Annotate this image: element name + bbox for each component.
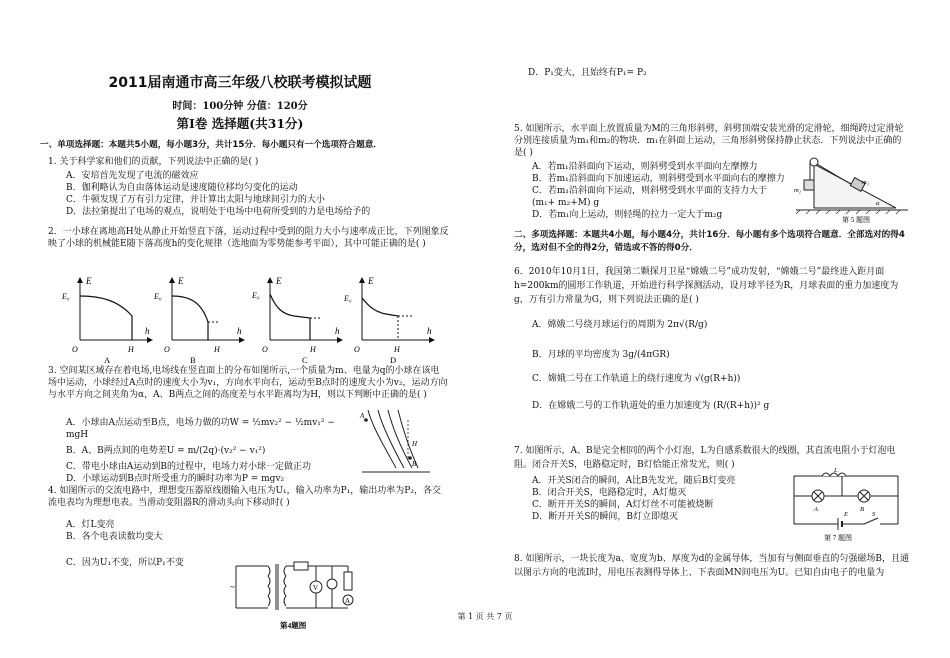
q5-options: [514, 162, 786, 221]
q3-options: [48, 418, 348, 485]
q5-option-c: C．若m₁沿斜面向下运动，则斜劈受到水平面的支持力大于(m₁+ m₂+M) g: [532, 185, 768, 208]
question-8: [514, 552, 912, 581]
q7-option-b: B．闭合开关S，电路稳定时，A灯熄灭: [532, 487, 687, 498]
graph-c: [251, 276, 342, 364]
q7-circuit-figure: [788, 466, 906, 542]
svg-text:H: H: [214, 345, 220, 354]
svg-text:S: S: [872, 511, 876, 518]
q1-option-c: C．牛顿发现了万有引力定律，并计算出太阳与地球间引力的大小: [66, 194, 325, 205]
svg-text:O: O: [72, 345, 78, 354]
q5-option-d: D．若m₁向上运动，则轻绳的拉力一定大于m₂g: [532, 209, 723, 220]
svg-text:H: H: [412, 440, 418, 448]
svg-text:O: O: [262, 345, 268, 354]
q3-option-d: D．小球运动到B点时所受重力的瞬时功率为P = mgv₂: [66, 473, 285, 484]
graph-c-label: C: [302, 355, 308, 364]
page-footer: 第 1 页 共 7 页: [457, 612, 513, 621]
q5-option-a: A．若m₁沿斜面向下运动，则斜劈受到水平面向左摩擦力: [532, 162, 758, 172]
q3-option-b: B．A、B两点间的电势差U = m/(2q)·(v₂² − v₁²): [66, 445, 266, 456]
q4-fig-caption: 第4题图: [280, 621, 307, 630]
svg-text:E: E: [368, 276, 374, 286]
svg-text:m₁: m₁: [862, 179, 869, 186]
svg-text:A: A: [345, 597, 351, 605]
q6-option-b: B．月球的平均密度为 3g/(4πGR): [532, 349, 670, 360]
svg-text:L: L: [834, 467, 838, 474]
svg-text:B: B: [412, 460, 417, 468]
q5-stem: 5. 如图所示，水平面上放置质量为M的三角形斜劈，斜劈顶端安装光滑的定滑轮，细绳跨过定滑轮分别连接质量为m₁和m₂的物块．m₁在斜面上运动，三角形斜劈保持静止状态．下列说法中正确的是( ): [514, 124, 904, 158]
q4-option-b: B．各个电表读数均变大: [66, 531, 163, 542]
graph-d: [343, 276, 434, 364]
q7-stem: 7. 如图所示，A、B是完全相同的两个小灯泡，L为自感系数很大的线圈，其直流电阻小于灯泡电阻。闭合开关S，电路稳定时，B灯恰能正常发光，则( ): [514, 446, 896, 471]
q2-graphs: [60, 272, 440, 364]
q7-option-a: A．开关S闭合的瞬间，A比B先发光，随后B灯变亮: [532, 476, 736, 486]
q4-stem: 4. 如图所示的交流电路中，理想变压器原线圈输入电压为U₁，输入功率为P₁，输出功率为P₂，各交流电表均为理想电表。当滑动变阻器R的滑动头向下移动时( ): [48, 486, 441, 508]
svg-text:E₀: E₀: [252, 291, 260, 300]
svg-text:h: h: [335, 326, 340, 336]
q4-circuit-figure: [228, 552, 358, 630]
graph-a-label: A: [104, 355, 111, 364]
q1-option-b: B．伽利略认为自由落体运动是速度随位移均匀变化的运动: [66, 182, 298, 193]
svg-text:E₀: E₀: [344, 294, 352, 303]
svg-text:h: h: [427, 326, 432, 336]
q4-option-d: D．P₁变大，且始终有P₁= P₂: [528, 68, 647, 78]
q6-option-a: A．嫦娥二号绕月球运行的周期为 2π√(R/g): [532, 319, 708, 330]
svg-text:O: O: [164, 345, 170, 354]
svg-text:H: H: [310, 345, 316, 354]
svg-text:V: V: [313, 584, 319, 592]
q5-incline-figure: [792, 152, 912, 224]
svg-text:m₂: m₂: [794, 187, 801, 194]
q7-option-c: C．断开开关S的瞬间，A灯灯丝不可能被烧断: [532, 499, 714, 510]
q5-fig-caption: 第 5 题图: [842, 216, 870, 224]
svg-text:O: O: [354, 345, 360, 354]
svg-text:α: α: [876, 200, 880, 207]
exam-title: 2011届南通市高三年级八校联考模拟试题: [108, 75, 372, 91]
q3-field-figure: [356, 406, 436, 474]
q3-option-c: C．带电小球由A运动到B的过程中，电场力对小球一定做正功: [66, 461, 312, 472]
graph-a-curve: [80, 296, 132, 340]
q5-option-b: B．若m₁沿斜面向下加速运动，则斜劈受到水平面向右的摩擦力: [532, 173, 785, 184]
question-6: [514, 266, 912, 413]
q7-options: [514, 476, 782, 524]
q4-option-a: A．灯L变亮: [66, 519, 115, 530]
part-heading: 第Ⅰ卷 选择题(共31分): [176, 116, 304, 131]
q3-option-a: A．小球由A点运动至B点，电场力做的功W = ½mv₂² − ½mv₁² − mgH: [66, 418, 335, 440]
svg-text:h: h: [237, 326, 242, 336]
q4-option-c: C．因为U₁不变，所以P₁不变: [66, 557, 184, 568]
graph-a-e-label: E: [86, 276, 92, 286]
q7-option-d: D．断开开关S的瞬间，B灯立即熄灭: [532, 511, 678, 522]
svg-text:A: A: [814, 506, 818, 513]
svg-text:H: H: [128, 345, 134, 354]
svg-text:E₀: E₀: [62, 292, 70, 301]
q6-option-c: C．嫦娥二号在工作轨道上的绕行速度为 √(g(R+h)): [532, 373, 741, 384]
svg-text:~: ~: [230, 582, 235, 592]
question-1: [48, 157, 448, 218]
section-1-heading: 一、单项选择题：本题共5小题，每小题3分，共计15分．每小题只有一个选项符合题意．: [40, 140, 382, 150]
time-score: 时间：100分钟 分值：120分: [172, 101, 308, 112]
q1-option-a: A．安培首先发现了电流的磁效应: [66, 170, 199, 181]
svg-text:E: E: [276, 276, 282, 286]
svg-text:h: h: [145, 326, 150, 336]
svg-text:B: B: [860, 506, 864, 513]
svg-text:H: H: [394, 345, 400, 354]
svg-text:A: A: [360, 412, 365, 420]
section-2-heading: 二、多项选择题：本题共4小题，每小题4分，共计16分．每小题有多个选项符合题意．全部选对的得4分，选对但不全的得2分，错选或不答的得0分．: [514, 230, 905, 254]
graph-b: [153, 276, 244, 364]
svg-text:E₀: E₀: [154, 292, 162, 301]
question-2: [48, 227, 450, 251]
q6-option-d: D．在嫦娥二号的工作轨道处的重力加速度为 (R/(R+h))² g: [532, 401, 770, 412]
graph-a: [61, 276, 152, 364]
svg-text:E: E: [844, 511, 848, 518]
q3-stem: 3. 空间某区域存在着电场,电场线在竖直面上的分布如图所示,一个质量为m、电量为q的小球在该电场中运动，小球经过A点时的速度大小为v₁，方向水平向右，运动至B点时的速度大小为v₂，运动方向与水平方向之间夹角为α，A、B两点之间的高度差与水平距离均为H，则以下判断中正确的是( ): [48, 366, 448, 400]
q8-stem: 8. 如图所示，一块长度为a、宽度为b、厚度为d的金属导体，当加有与侧面垂直的匀强磁场B，且通以图示方向的电流I时，用电压表测得导体上、下表面MN间电压为U。已知自由电子的电量为: [514, 554, 909, 579]
q6-stem: 6．2010年10月1日，我国第二颗探月卫星“嫦娥二号”成功发射，“嫦娥二号”最终进入距月面h=200km的圆形工作轨道，开始进行科学探测活动，设月球半径为R，月球表面的重力加速度为g，万有引力常量为G，则下列说法正确的是( ): [514, 267, 899, 305]
q2-stem: 2．一小球在离地高H处从静止开始竖直下落，运动过程中受到的阻力大小与速率成正比，下列图象反映了小球的机械能E随下落高度h的变化规律（选地面为零势能参考平面），其中可能正确的是( ): [48, 227, 449, 249]
q1-stem: 1. 关于科学家和他们的贡献，下列说法中正确的是( ): [48, 157, 259, 167]
graph-d-label: D: [390, 355, 397, 364]
svg-text:E: E: [178, 276, 184, 286]
q7-fig-caption: 第 7 题图: [824, 534, 852, 542]
question-3: [48, 366, 448, 402]
graph-b-label: B: [190, 355, 196, 364]
q1-option-d: D．法拉第提出了电场的观点，说明处于电场中电荷所受到的力是电场给予的: [66, 206, 371, 217]
